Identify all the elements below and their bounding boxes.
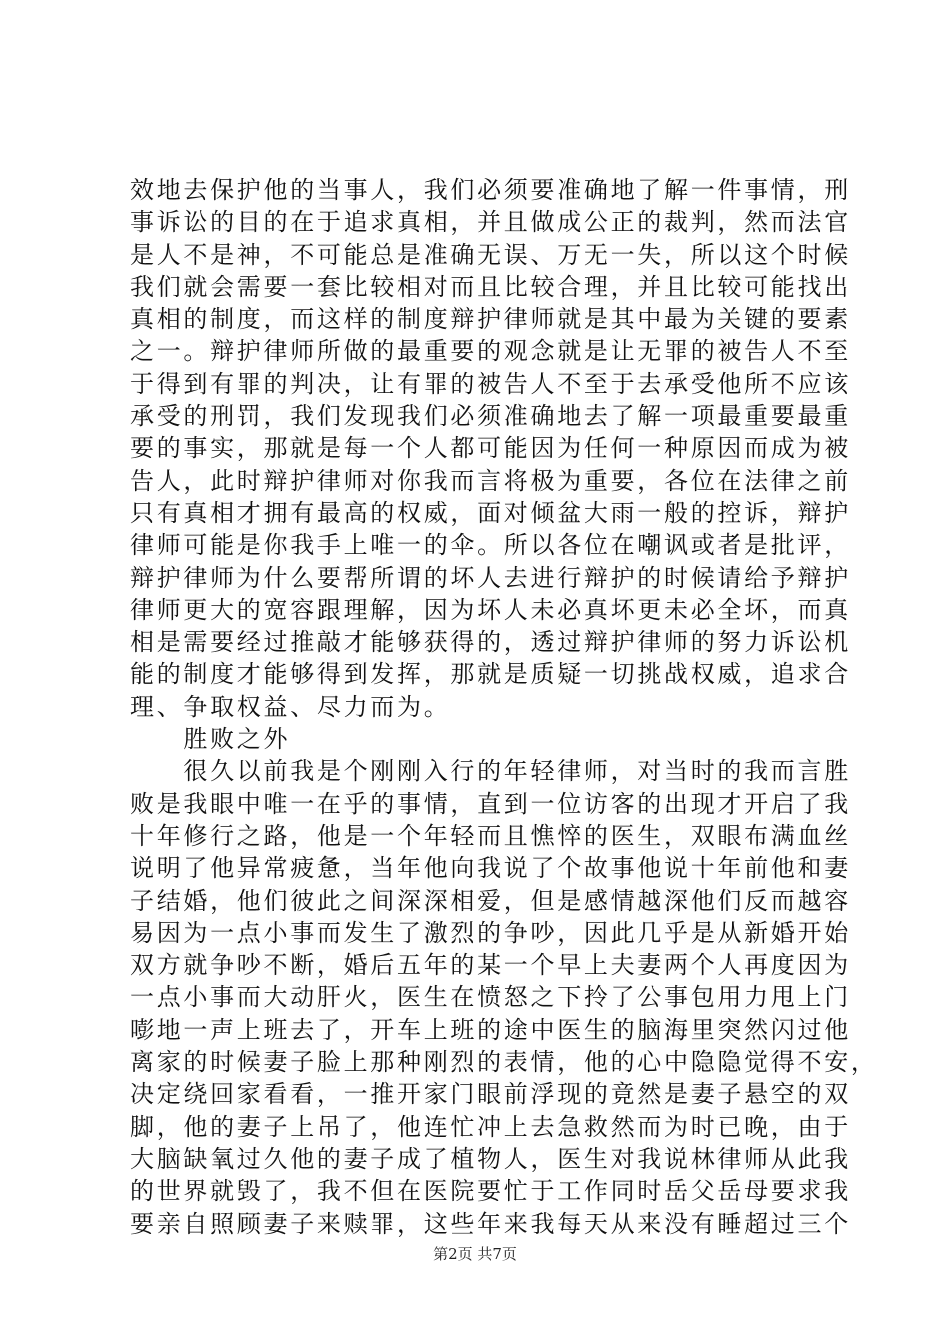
text-line: 辩护律师为什么要帮所谓的坏人去进行辩护的时候请给予辩护 (130, 563, 851, 592)
text-line: 理、争取权益、尽力而为。 (130, 692, 451, 721)
page-footer: 第2页 共7页 (433, 1245, 517, 1263)
text-line: 说明了他异常疲惫，当年他向我说了个故事他说十年前他和妻 (130, 854, 851, 883)
text-line: 只有真相才拥有最高的权威，面对倾盆大雨一般的控诉，辩护 (130, 498, 851, 527)
text-line: 于得到有罪的判决，让有罪的被告人不至于去承受他所不应该 (130, 369, 851, 398)
text-line: 承受的刑罚，我们发现我们必须准确地去了解一项最重要最重 (130, 402, 851, 431)
text-line: 大脑缺氧过久他的妻子成了植物人，医生对我说林律师从此我 (130, 1144, 851, 1173)
text-line: 一点小事而大动肝火，医生在愤怒之下拎了公事包用力甩上门 (130, 983, 851, 1012)
text-line: 我们就会需要一套比较相对而且比较合理，并且比较可能找出 (130, 272, 851, 301)
text-line: 是人不是神，不可能总是准确无误、万无一失，所以这个时候 (130, 240, 851, 269)
text-line: 要亲自照顾妻子来赎罪，这些年来我每天从来没有睡超过三个 (130, 1209, 851, 1238)
text-line: 律师更大的宽容跟理解，因为坏人未必真坏更未必全坏，而真 (130, 595, 851, 624)
text-line: 胜败之外 (130, 725, 291, 754)
text-line: 相是需要经过推敲才能够获得的，透过辩护律师的努力诉讼机 (130, 628, 851, 657)
text-line: 之一。辩护律师所做的最重要的观念就是让无罪的被告人不至 (130, 337, 851, 366)
text-line: 败是我眼中唯一在乎的事情，直到一位访客的出现才开启了我 (130, 789, 851, 818)
text-line: 易因为一点小事而发生了激烈的争吵，因此几乎是从新婚开始 (130, 918, 851, 947)
text-line: 子结婚，他们彼此之间深深相爱，但是感情越深他们反而越容 (130, 886, 851, 915)
text-line: 十年修行之路，他是一个年轻而且憔悴的医生，双眼布满血丝 (130, 821, 851, 850)
text-line: 的世界就毁了，我不但在医院要忙于工作同时岳父岳母要求我 (130, 1177, 851, 1206)
text-line: 能的制度才能够得到发挥，那就是质疑一切挑战权威，追求合 (130, 660, 851, 689)
text-line: 要的事实，那就是每一个人都可能因为任何一种原因而成为被 (130, 434, 851, 463)
text-line: 告人，此时辩护律师对你我而言将极为重要，各位在法律之前 (130, 466, 851, 495)
text-line: 决定绕回家看看，一推开家门眼前浮现的竟然是妻子悬空的双 (130, 1080, 851, 1109)
text-line: 双方就争吵不断，婚后五年的某一个早上夫妻两个人再度因为 (130, 951, 851, 980)
text-line: 嘭地一声上班去了，开车上班的途中医生的脑海里突然闪过他 (130, 1015, 851, 1044)
text-line: 律师可能是你我手上唯一的伞。所以各位在嘲讽或者是批评， (130, 531, 851, 560)
text-line: 效地去保护他的当事人，我们必须要准确地了解一件事情，刑 (130, 176, 851, 204)
text-line: 很久以前我是个刚刚入行的年轻律师，对当时的我而言胜 (130, 757, 851, 786)
text-line: 事诉讼的目的在于追求真相，并且做成公正的裁判，然而法官 (130, 208, 851, 237)
text-line: 真相的制度，而这样的制度辩护律师就是其中最为关键的要素 (130, 305, 851, 334)
text-line: 脚，他的妻子上吊了，他连忙冲上去急救然而为时已晚，由于 (130, 1112, 851, 1141)
body-text (130, 174, 878, 1240)
text-line: 离家的时候妻子脸上那种刚烈的表情，他的心中隐隐觉得不安， (130, 1048, 878, 1077)
